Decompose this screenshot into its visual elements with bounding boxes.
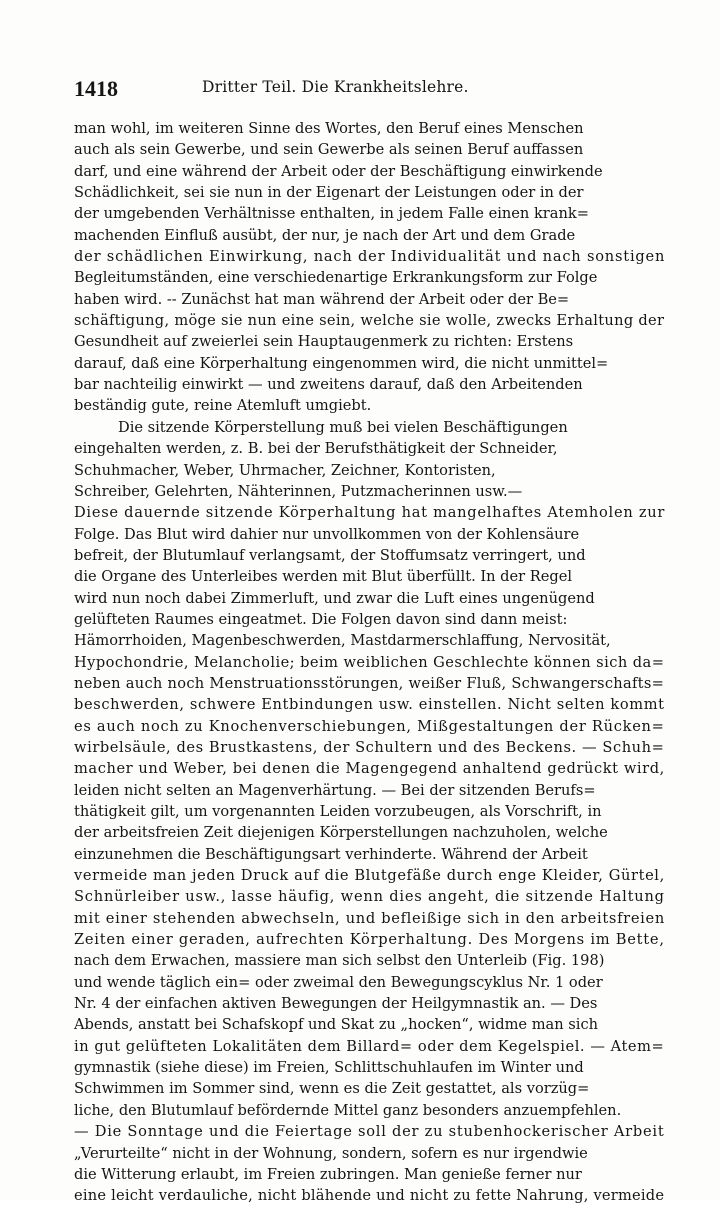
running-head: Dritter Teil. Die Krankheitslehre. bbox=[202, 78, 469, 96]
text-line: Gesundheit auf zweierlei sein Hauptaugenmerk zu richten: Erstens bbox=[74, 333, 574, 351]
text-line: — Die Sonntage und die Feiertage soll der zu stubenhockerischer Arbeit bbox=[74, 1123, 665, 1141]
body-text bbox=[74, 118, 664, 1207]
text-line: wirbelsäule, des Brustkastens, der Schultern und des Beckens. — Schuh= bbox=[74, 738, 665, 756]
text-line: die Witterung erlaubt, im Freien zubringen. Man genieße ferner nur bbox=[74, 1165, 582, 1183]
text-line: gymnastik (siehe diese) im Freien, Schlittschuhlaufen im Winter und bbox=[74, 1059, 584, 1077]
text-line: Schreiber, Gelehrten, Nähterinnen, Putzmacherinnen usw.— bbox=[74, 482, 523, 500]
text-line: „Verurteilte“ nicht in der Wohnung, sondern, sofern es nur irgendwie bbox=[74, 1144, 588, 1162]
text-line: die Organe des Unterleibes werden mit Blut überfüllt. In der Regel bbox=[74, 568, 573, 586]
text-line: beschwerden, schwere Entbindungen usw. einstellen. Nicht selten kommt bbox=[74, 696, 665, 714]
text-line: Begleitumständen, eine verschiedenartige Erkrankungsform zur Folge bbox=[74, 269, 598, 287]
text-line: einzunehmen die Beschäftigungsart verhinderte. Während der Arbeit bbox=[74, 845, 588, 863]
text-line: Abends, anstatt bei Schafskopf und Skat zu „hocken“, widme man sich bbox=[74, 1016, 599, 1034]
text-line: beständig gute, reine Atemluft umgiebt. bbox=[74, 397, 372, 415]
text-line: bar nachteilig einwirkt — und zweitens darauf, daß den Arbeitenden bbox=[74, 376, 583, 394]
text-line: und wende täglich ein= oder zweimal den Bewegungscyklus Nr. 1 oder bbox=[74, 973, 603, 991]
text-line: Zeiten einer geraden, aufrechten Körperhaltung. Des Morgens im Bette, bbox=[74, 931, 665, 949]
text-line: Nr. 4 der einfachen aktiven Bewegungen der Heilgymnastik an. — Des bbox=[74, 995, 598, 1013]
text-line: machenden Einfluß ausübt, der nur, je nach der Art und dem Grade bbox=[74, 226, 576, 244]
text-line: schäftigung, möge sie nun eine sein, welche sie wolle, zwecks Erhaltung der bbox=[74, 312, 665, 330]
text-line: in gut gelüfteten Lokalitäten dem Billard= oder dem Kegelspiel. — Atem= bbox=[74, 1037, 665, 1055]
text-line: eingehalten werden, z. B. bei der Berufsthätigkeit der Schneider, bbox=[74, 440, 558, 458]
text-line: der umgebenden Verhältnisse enthalten, in jedem Falle einen krank= bbox=[74, 205, 589, 223]
text-line: auch als sein Gewerbe, und sein Gewerbe als seinen Beruf auffassen bbox=[74, 141, 584, 159]
text-line: darf, und eine während der Arbeit oder der Beschäftigung einwirkende bbox=[74, 162, 603, 180]
text-line: Schädlichkeit, sei sie nun in der Eigenart der Leistungen oder in der bbox=[74, 184, 584, 202]
text-line: darauf, daß eine Körperhaltung eingenommen wird, die nicht unmittel= bbox=[74, 354, 609, 372]
page-number: 1418 bbox=[74, 76, 118, 101]
text-line: befreit, der Blutumlauf verlangsamt, der Stoffumsatz verringert, und bbox=[74, 546, 586, 564]
text-line: leiden nicht selten an Magenverhärtung. — Bei der sitzenden Berufs= bbox=[74, 781, 596, 799]
text-line: macher und Weber, bei denen die Magengegend anhaltend gedrückt wird, bbox=[74, 760, 665, 778]
text-line: Folge. Das Blut wird dahier nur unvollkommen von der Kohlensäure bbox=[74, 525, 580, 543]
page-header bbox=[74, 74, 664, 104]
text-line: Diese dauernde sitzende Körperhaltung hat mangelhaftes Atemholen zur bbox=[74, 504, 666, 522]
text-line: wird nun noch dabei Zimmerluft, und zwar die Luft eines ungenügend bbox=[74, 589, 595, 607]
text-line: der arbeitsfreien Zeit diejenigen Körperstellungen nachzuholen, welche bbox=[74, 824, 608, 842]
text-line: Schwimmen im Sommer sind, wenn es die Zeit gestattet, als vorzüg= bbox=[74, 1080, 590, 1098]
text-line: neben auch noch Menstruationsstörungen, weißer Fluß, Schwangerschafts= bbox=[74, 674, 665, 692]
text-line: Schuhmacher, Weber, Uhrmacher, Zeichner, Kontoristen, bbox=[74, 461, 496, 479]
text-line: gelüfteten Raumes eingeatmet. Die Folgen davon sind dann meist: bbox=[74, 610, 568, 628]
paragraph-start-line: Die sitzende Körperstellung muß bei vielen Beschäftigungen bbox=[118, 418, 568, 436]
text-line: der schädlichen Einwirkung, nach der Individualität und nach sonstigen bbox=[74, 248, 666, 266]
text-line: mit einer stehenden abwechseln, und befleißige sich in den arbeitsfreien bbox=[74, 909, 665, 927]
text-line: haben wird. -- Zunächst hat man während der Arbeit oder der Be= bbox=[74, 290, 570, 308]
text-line: Hämorrhoiden, Magenbeschwerden, Mastdarmerschlaffung, Nervosität, bbox=[74, 632, 611, 650]
text-line: vermeide man jeden Druck auf die Blutgefäße durch enge Kleider, Gürtel, bbox=[74, 867, 665, 885]
text-line: man wohl, im weiteren Sinne des Wortes, den Beruf eines Menschen bbox=[74, 120, 584, 137]
text-line: eine leicht verdauliche, nicht blähende und nicht zu fette Nahrung, vermeide bbox=[74, 1187, 665, 1205]
text-line: thätigkeit gilt, um vorgenannten Leiden vorzubeugen, als Vorschrift, in bbox=[74, 803, 602, 820]
text-line: Schnürleiber usw., lasse häufig, wenn dies angeht, die sitzende Haltung bbox=[74, 888, 665, 906]
text-line: nach dem Erwachen, massiere man sich selbst den Unterleib (Fig. 198) bbox=[74, 952, 605, 970]
text-line: liche, den Blutumlauf befördernde Mittel ganz besonders anzuempfehlen. bbox=[74, 1101, 622, 1119]
text-line: Hypochondrie, Melancholie; beim weiblichen Geschlechte können sich da= bbox=[74, 653, 665, 671]
text-line: es auch noch zu Knochenverschiebungen, Mißgestaltungen der Rücken= bbox=[74, 717, 665, 735]
